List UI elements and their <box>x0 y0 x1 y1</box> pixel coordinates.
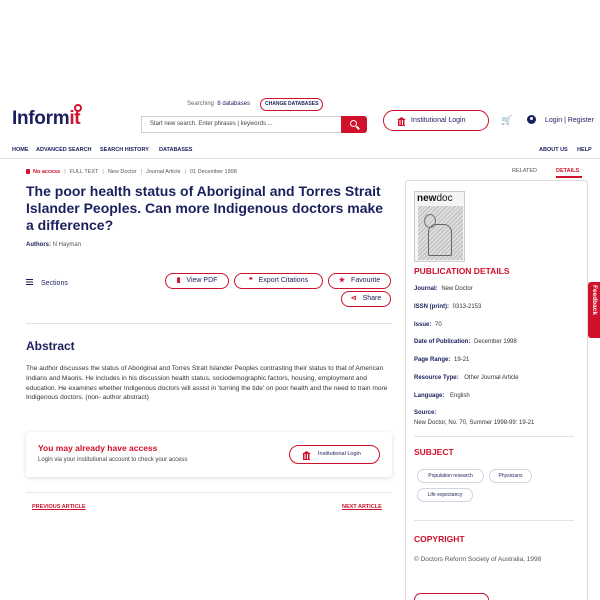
section-divider <box>26 323 392 324</box>
detail-pages <box>414 357 469 363</box>
nav-search-history[interactable]: SEARCH HISTORY <box>100 147 149 153</box>
tab-details[interactable]: DETAILS <box>556 168 580 174</box>
searching-databases <box>187 101 250 107</box>
issn-value: 0313-2153 <box>452 304 482 310</box>
source-label: Source: <box>414 410 437 416</box>
subject-tag[interactable]: Population research <box>417 469 484 483</box>
article-title: The poor health status of Aboriginal and Torres Strait Islander Peoples. Can more Indigenous doctors make a difference? <box>26 183 384 233</box>
searching-label: Searching <box>187 101 215 107</box>
view-pdf-label: View PDF <box>186 277 218 284</box>
detail-source-value: New Doctor, No. 70, Summer 1998-99: 19-21 <box>414 420 535 426</box>
institutional-login-label: Institutional Login <box>411 117 466 124</box>
nav-about-us[interactable]: ABOUT US <box>539 147 568 153</box>
author-link[interactable]: N Hayman <box>52 242 82 248</box>
panel-bottom-button[interactable] <box>414 593 489 600</box>
resource-value: Other Journal Article <box>464 375 519 381</box>
journal-label: Journal: <box>414 286 438 292</box>
export-citations-label: Export Citations <box>258 277 309 284</box>
cover-illustration <box>418 206 463 260</box>
quote-icon: ❝ <box>248 277 253 284</box>
nav-divider <box>0 158 600 159</box>
journal-cover-image <box>414 191 465 262</box>
share-label: Share <box>362 295 382 302</box>
cover-title-bold: new <box>417 193 437 204</box>
institution-icon <box>397 117 406 125</box>
publication-details-heading: PUBLICATION DETAILS <box>414 266 510 276</box>
share-icon: ⊲ <box>350 295 357 302</box>
search-icon <box>350 120 357 127</box>
detail-resource-type <box>414 375 519 381</box>
login-register-link[interactable]: Login | Register <box>545 117 594 124</box>
subject-heading: SUBJECT <box>414 447 454 457</box>
authors-label: Authors: <box>26 242 51 248</box>
full-text-label: FULL TEXT <box>69 169 99 175</box>
subject-tag[interactable]: Physicians <box>489 469 532 483</box>
copyright-heading: COPYRIGHT <box>414 534 465 544</box>
issue-value: 70 <box>435 322 442 328</box>
pages-label: Page Range: <box>414 357 451 363</box>
panel-divider <box>414 436 574 437</box>
databases-count: 8 databases <box>217 101 251 107</box>
cover-title-rest: doc <box>436 193 453 204</box>
language-label: Language: <box>414 393 445 399</box>
access-status: No access <box>33 169 61 175</box>
previous-article-link[interactable]: PREVIOUS ARTICLE <box>32 504 86 510</box>
feedback-tab[interactable] <box>588 282 600 338</box>
nav-home[interactable]: HOME <box>12 147 29 153</box>
abstract-text: The author discusses the status of Aboriginal and Torres Strait Islander Peoples contrasting their status to that of American Indians and Maoris. He includes in his discussion health status, sociodemographic factors, housing, employment and education. He examines whether Indigenous doctors will assist in 'turning the tide' on poor health and the need to train more Indigenous doctors. (non- author abstract) <box>26 365 388 402</box>
search-button[interactable] <box>341 116 367 133</box>
list-icon <box>26 279 33 285</box>
export-citations-button[interactable] <box>234 273 323 289</box>
detail-language <box>414 393 470 399</box>
access-text: Login via your institutional account to check your access <box>38 457 188 463</box>
nav-help[interactable]: HELP <box>577 147 592 153</box>
date-label: Date of Publication: <box>414 339 471 345</box>
access-button-label: Institutional Login <box>318 451 361 457</box>
share-button[interactable] <box>341 291 391 307</box>
cart-icon[interactable]: 🛒 <box>501 115 513 125</box>
institutional-login-button[interactable] <box>383 110 489 131</box>
detail-date <box>414 339 517 345</box>
user-icon[interactable] <box>527 115 536 124</box>
meta-date: 01 December 1998 <box>189 169 237 175</box>
panel-divider <box>414 520 574 521</box>
lock-icon <box>26 169 30 174</box>
feedback-label: Feedback <box>591 285 598 315</box>
journal-value[interactable]: New Doctor <box>441 286 473 292</box>
logo-accent-text: it <box>69 108 81 129</box>
next-article-link[interactable]: NEXT ARTICLE <box>342 504 382 510</box>
copyright-text: © Doctors Reform Society of Australia, 1998 <box>414 556 542 563</box>
abstract-heading: Abstract <box>26 339 75 353</box>
cover-title <box>417 193 453 204</box>
date-value: December 1998 <box>474 339 517 345</box>
institution-icon <box>302 451 311 459</box>
issue-label: Issue: <box>414 322 432 328</box>
nav-databases[interactable]: DATABASES <box>159 147 193 153</box>
tab-related[interactable]: RELATED <box>512 168 537 174</box>
subject-tag[interactable]: Life expectancy <box>417 488 473 502</box>
view-pdf-button[interactable] <box>165 273 229 289</box>
pdf-icon: ▮ <box>176 277 181 284</box>
meta-type: Journal Article <box>146 169 181 175</box>
change-databases-button[interactable]: CHANGE DATABASES <box>260 98 323 111</box>
authors <box>26 242 81 248</box>
detail-issue <box>414 322 442 328</box>
informit-logo[interactable] <box>12 108 80 130</box>
issn-label: ISSN (print): <box>414 304 449 310</box>
nav-advanced-search[interactable]: ADVANCED SEARCH <box>36 147 92 153</box>
sections-toggle[interactable] <box>26 279 68 287</box>
access-institutional-login-button[interactable] <box>289 445 380 464</box>
detail-source-label <box>414 410 436 416</box>
language-value: English <box>450 393 470 399</box>
article-meta: No access | FULL TEXT | New Doctor | Journal Article | 01 December 1998 <box>26 169 237 175</box>
detail-journal <box>414 286 473 292</box>
tab-active-indicator <box>556 176 582 178</box>
sections-label: Sections <box>41 280 68 287</box>
logo-dot-icon <box>74 104 82 112</box>
favourite-label: Favourite <box>351 277 381 284</box>
access-heading: You may already have access <box>38 443 158 453</box>
logo-main-text: Inform <box>12 108 70 129</box>
favourite-button[interactable] <box>328 273 391 289</box>
meta-journal[interactable]: New Doctor <box>107 169 137 175</box>
detail-issn <box>414 304 481 310</box>
search-input[interactable]: Start new search. Enter phrases | keywords ... <box>141 116 342 133</box>
pages-value: 19-21 <box>454 357 470 363</box>
star-icon: ★ <box>338 277 346 284</box>
prev-next-divider <box>26 492 392 493</box>
resource-label: Resource Type: <box>414 375 459 381</box>
